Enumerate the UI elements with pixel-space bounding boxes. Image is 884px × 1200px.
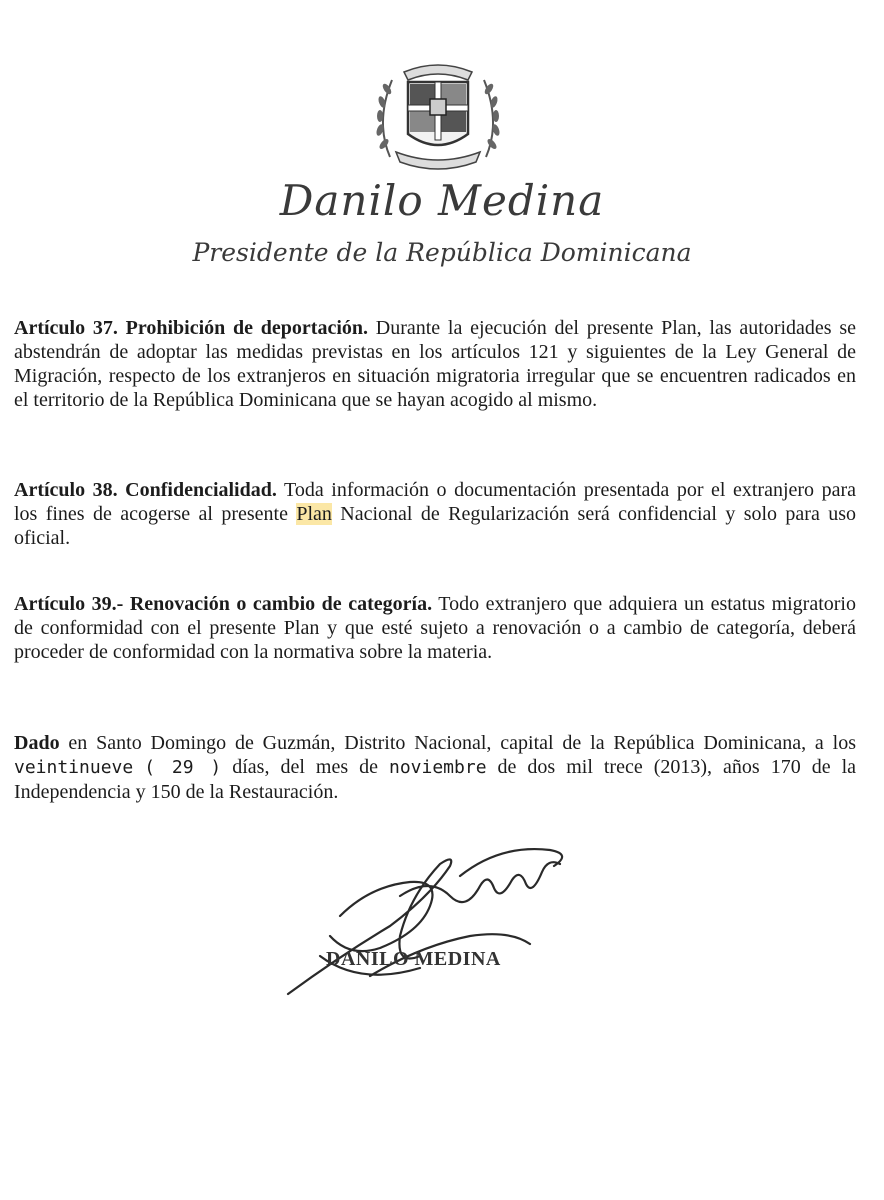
article-39	[14, 592, 856, 664]
article-39-heading: Artículo 39.- Renovación o cambio de categoría.	[14, 593, 433, 615]
article-37	[14, 316, 856, 412]
closing-month: noviembre	[389, 757, 487, 778]
closing-text-2: días, del mes de	[221, 756, 389, 778]
closing-text-1: en Santo Domingo de Guzmán, Distrito Nacional, capital de la República Dominicana, a los	[59, 732, 856, 754]
coat-of-arms-seal	[370, 52, 506, 174]
article-38-heading: Artículo 38. Confidencialidad.	[14, 479, 277, 501]
article-38-body-end: Nacional de Regularización será confidencial y solo para uso oficial.	[14, 503, 856, 549]
closing-lead: Dado	[14, 732, 60, 754]
article-38-highlighted-word: Plan	[296, 503, 332, 525]
signer-name: DANILO MEDINA	[326, 948, 501, 970]
closing-text-3: de dos mil trece (2013), años 170 de la Independencia y 150 de la Restauración.	[14, 756, 857, 803]
article-38-body-start: Toda información o documentación presentada por el extranjero para los fines de acogerse al presente	[14, 479, 856, 525]
article-37-heading: Artículo 37. Prohibición de deportación.	[14, 317, 368, 339]
header-president-title: Presidente de la República Dominicana	[192, 238, 692, 267]
closing-day-words: veintinueve	[14, 757, 134, 778]
article-38	[14, 478, 856, 550]
article-37-body: Durante la ejecución del presente Plan, las autoridades se abstendrán de adoptar las medidas previstas en los artículos 121 y siguientes de la Ley General de Migración, respecto de los extranjeros en situación migratoria irregular que se encuentren radicados en el territorio de la República Dominicana que se hayan acogido al mismo.	[14, 317, 856, 411]
article-39-body: Todo extranjero que adquiera un estatus migratorio de conformidad con el presente Plan y que esté sujeto a renovación o a cambio de categoría, deberá proceder de conformidad con la normativa sobre la materia.	[14, 593, 856, 663]
header-president-name: Danilo Medina	[279, 176, 605, 225]
closing-paragraph	[14, 731, 856, 804]
closing-day-number: ( 29 )	[144, 757, 222, 778]
handwritten-signature	[280, 836, 580, 1006]
